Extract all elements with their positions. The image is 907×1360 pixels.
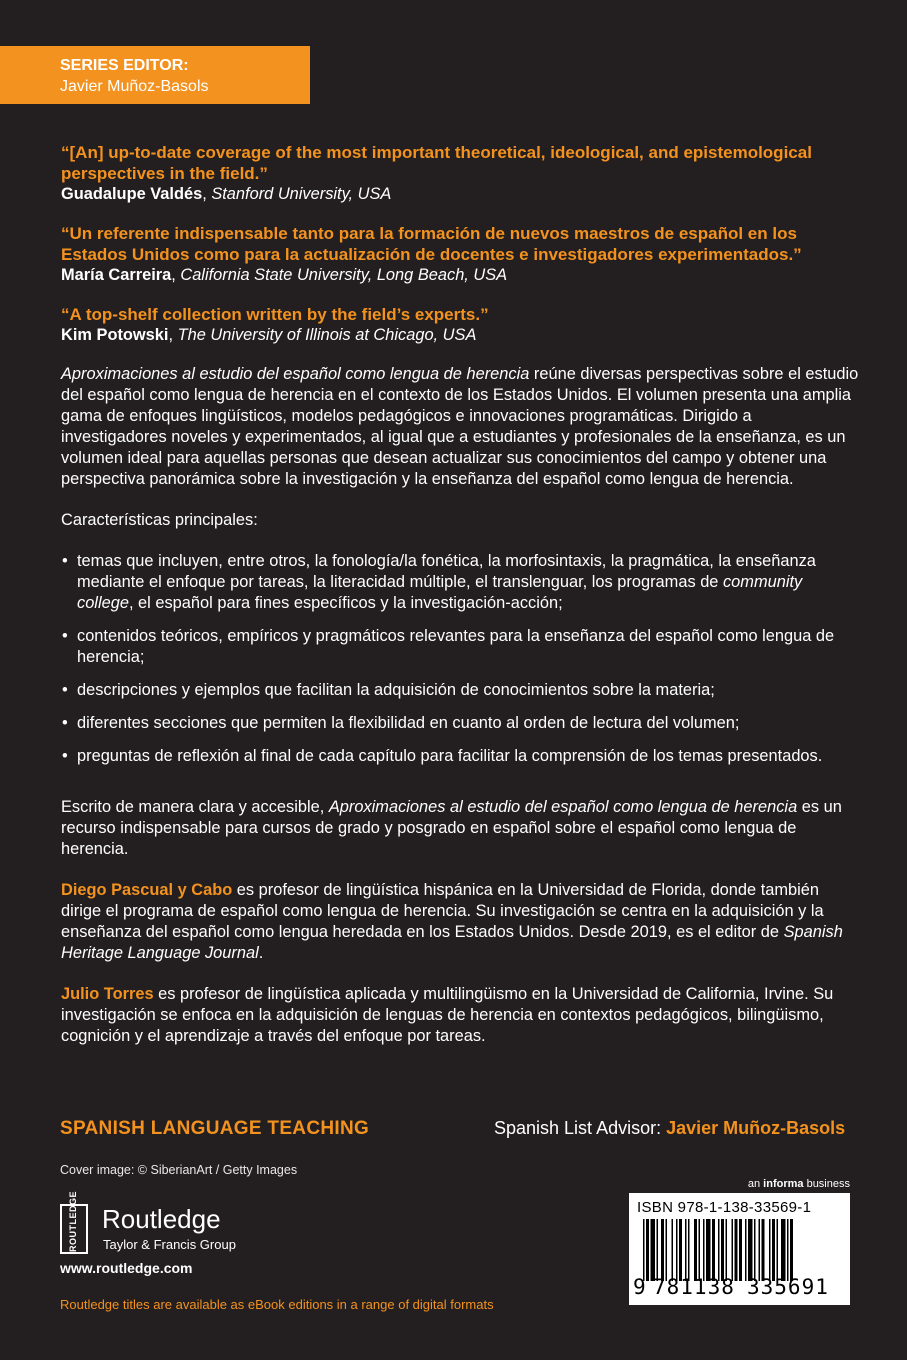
quote-2: “Un referente indispensable tanto para la formación de nuevos maestros de español en los Estados Unidos como para la actualización de docentes e investigadores experimentados.”: [61, 224, 802, 264]
quote-1-name: Guadalupe Valdés: [61, 185, 203, 203]
list-item: • preguntas de reflexión al final de cada capítulo para facilitar la comprensión de los temas presentados.: [61, 746, 861, 767]
features-heading: Características principales:: [61, 511, 258, 529]
description-paragraph: [61, 364, 861, 490]
author-1-name: Diego Pascual y Cabo: [61, 881, 233, 899]
series-editor-name: Javier Muñoz-Basols: [60, 78, 209, 95]
list-item: • contenidos teóricos, empíricos y pragmáticos relevantes para la enseñanza del español como lengua de herencia;: [61, 626, 861, 668]
journal-title: Spanish Heritage Language Journal: [61, 923, 843, 962]
series-title: SPANISH LANGUAGE TEACHING: [60, 1118, 370, 1139]
quote-2-name: María Carreira: [61, 266, 172, 284]
series-editor-label: SERIES EDITOR:: [60, 57, 189, 74]
list-advisor: Spanish List Advisor: Javier Muñoz-Basols: [494, 1118, 846, 1138]
author-bio-2: Julio Torres es profesor de lingüística aplicada y multilingüismo en la Universidad de California, Irvine. Su investigación se enfoca en la adquisición de lenguas de herencia en contextos pedagógicos, bilingüismo, cognición y el aprendizaje a través del enfoque por tareas.: [61, 985, 834, 1045]
quote-3-affiliation: The University of Illinois at Chicago, USA: [177, 326, 477, 344]
ebook-note: Routledge titles are available as eBook editions in a range of digital formats: [60, 1297, 494, 1312]
publisher-website: www.routledge.com: [60, 1260, 193, 1276]
summary-paragraph: Escrito de manera clara y accesible, Aproximaciones al estudio del español como lengua de herencia es un recurso indispensable para cursos de grado y posgrado en español sobre el español como lengua de herencia.: [61, 798, 842, 858]
back-cover-text: [61, 142, 861, 1047]
quote-1: “[An] up-to-date coverage of the most important theoretical, ideological, and epistemological perspectives in the field.”: [61, 143, 812, 183]
author-bio-1: Diego Pascual y Cabo es profesor de lingüística hispánica en la Universidad de Florida, donde también dirige el programa de español como lengua de herencia. Su investigación se centra en la adquisición y la enseñanza del español como lengua heredada en los Estados Unidos. Desde 2019, es el editor de Spanish Heritage Language Journal.: [61, 881, 843, 962]
list-item: • temas que incluyen, entre otros, la fonología/la fonética, la morfosintaxis, la pragmática, la enseñanza mediante el enfoque por tareas, la literacidad múltiple, el translenguar, los programas de community college, el español para fines específicos y la investigación-acción;: [61, 551, 861, 614]
series-editor-box: [0, 46, 310, 104]
publisher-group: Taylor & Francis Group: [103, 1237, 236, 1252]
quote-1-affiliation: Stanford University, USA: [211, 185, 392, 203]
isbn-barcode-box: ISBN 978-1-138-33569-1 9 781138 335691: [629, 1193, 850, 1305]
publisher-name: Routledge: [102, 1204, 221, 1234]
quote-2-affiliation: California State University, Long Beach, USA: [180, 266, 508, 284]
informa-tagline: an informa business: [747, 1178, 850, 1190]
routledge-logo: [60, 1190, 260, 1256]
description-text: reúne diversas perspectivas sobre el estudio del español como lengua de herencia en el contexto de los Estados Unidos. El volumen presenta una amplia gama de enfoques lingüísticos, modelos pedagógicos e innovaciones programáticas. Dirigido a investigadores noveles y experimentados, al igual que a estudiantes y profesionales de la enseñanza, es un volumen ideal para aquellas personas que desean actualizar sus conocimientos del campo y obtener una perspectiva panorámica sobre la investigación y la enseñanza del español como lengua de herencia.: [61, 365, 859, 488]
quote-2-attribution: María Carreira, California State University, Long Beach, USA: [61, 266, 508, 284]
quote-3-name: Kim Potowski: [61, 326, 169, 344]
cover-image-credit: Cover image: © SiberianArt / Getty Images: [60, 1163, 298, 1177]
isbn-number: ISBN 978-1-138-33569-1: [637, 1199, 812, 1216]
quote-3: “A top-shelf collection written by the field’s experts.”: [61, 305, 489, 324]
advisor-name: Javier Muñoz-Basols: [666, 1118, 846, 1138]
author-2-name: Julio Torres: [61, 985, 154, 1003]
barcode-icon: [643, 1219, 839, 1281]
summary-book-title: Aproximaciones al estudio del español como lengua de herencia: [328, 798, 798, 816]
list-item: • descripciones y ejemplos que facilitan la adquisición de conocimientos sobre la materia;: [61, 680, 861, 701]
quote-3-attribution: Kim Potowski, The University of Illinois at Chicago, USA: [61, 326, 477, 344]
quote-1-attribution: Guadalupe Valdés, Stanford University, USA: [61, 185, 392, 203]
routledge-mark-icon: ROUTLEDGE: [60, 1204, 88, 1254]
description-book-title: Aproximaciones al estudio del español como lengua de herencia: [61, 365, 530, 383]
list-item: • diferentes secciones que permiten la flexibilidad en cuanto al orden de lectura del volumen;: [61, 713, 861, 734]
features-list: [61, 551, 861, 767]
